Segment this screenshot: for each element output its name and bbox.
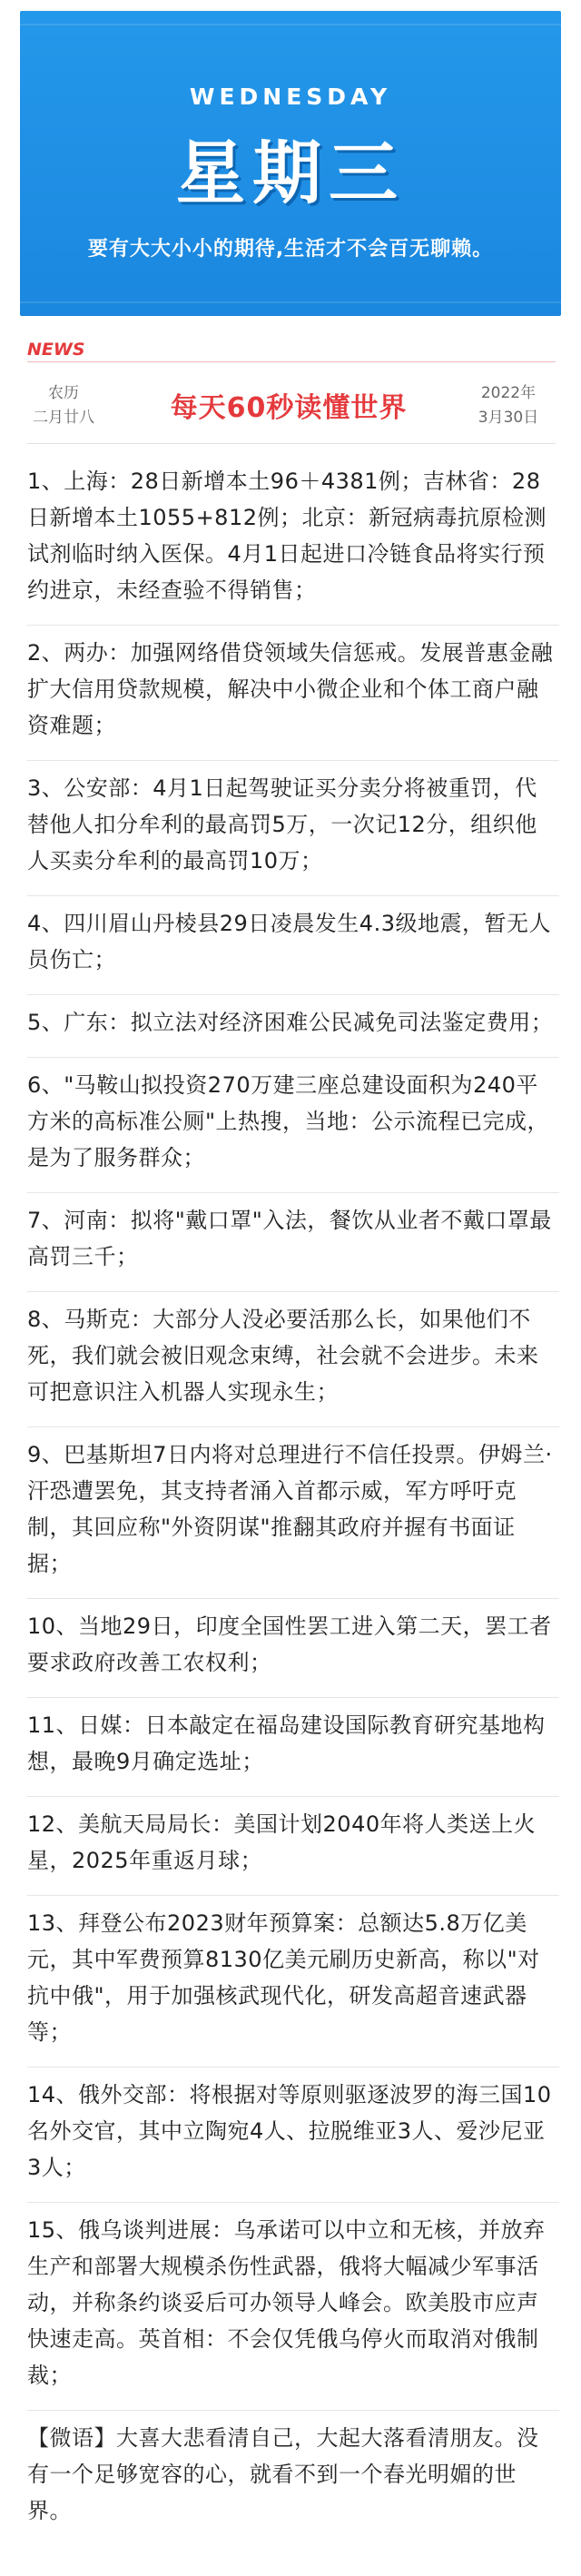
banner-slogan: 要有大大小小的期待,生活才不会百无聊赖。 [87, 238, 494, 261]
news-item: 3、公安部：4月1日起驾驶证买分卖分将被重罚，代替他人扣分牟利的最高罚5万，一次记12分，组织他人买卖分牟利的最高罚10万； [27, 761, 559, 896]
news-item: 8、马斯克：大部分人没必要活那么长，如果他们不死，我们就会被旧观念束缚，社会就不会进步。未来可把意识注入机器人实现永生； [27, 1292, 559, 1427]
news-item: 1、上海：28日新增本土96＋4381例；吉林省：28日新增本土1055+812例；北京：新冠病毒抗原检测试剂临时纳入医保。4月1日起进口冷链食品将实行预约进京，未经查验不得销售； [27, 454, 559, 626]
lunar-date-block [27, 381, 100, 430]
news-item: 15、俄乌谈判进展：乌承诺可以中立和无核，并放弃生产和部署大规模杀伤性武器，俄将大幅减少军事活动，并称条约谈妥后可办领导人峰会。欧美股市应声快速走高。英首相：不会仅凭俄乌停火而取消对俄制裁； [27, 2203, 559, 2411]
news-item: 2、两办：加强网络借贷领域失信惩戒。发展普惠金融扩大信用贷款规模，解决中小微企业和个体工商户融资难题； [27, 626, 559, 761]
daily-quote [27, 2411, 559, 2540]
date-day: 3月30日 [478, 409, 539, 427]
news-item: 4、四川眉山丹棱县29日凌晨发生4.3级地震，暂无人员伤亡； [27, 896, 559, 995]
news-item: 10、当地29日，印度全国性罢工进入第二天，罢工者要求政府改善工农权利； [27, 1599, 559, 1698]
weekday-chinese: 星期三 [176, 133, 405, 213]
quote-text: 大喜大悲看清自己，大起大落看清朋友。没有一个足够宽容的心，就看不到一个春光明媚的世界。 [27, 2425, 539, 2523]
lunar-label: 农历 [48, 384, 79, 402]
news-item: 6、"马鞍山拟投资270万建三座总建设面积为240平方米的高标准公厕"上热搜，当地：公示流程已完成，是为了服务群众； [27, 1058, 559, 1193]
date-year: 2022年 [480, 384, 537, 402]
lunar-date: 二月廿八 [33, 409, 94, 427]
banner-divider-bottom [20, 301, 561, 303]
news-divider [27, 361, 556, 362]
news-item: 12、美航天局局长：美国计划2040年将人类送上火星，2025年重返月球； [27, 1797, 559, 1896]
header-divider [27, 443, 556, 444]
page-title: 每天60秒读懂世界 [170, 392, 408, 424]
news-item: 5、广东：拟立法对经济困难公民减免司法鉴定费用； [27, 995, 559, 1058]
quote-tag: 【微语】 [27, 2425, 116, 2451]
news-item: 11、日媒：日本敲定在福岛建设国际教育研究基地构想，最晚9月确定选址； [27, 1698, 559, 1797]
banner-divider-top [20, 24, 561, 25]
gregorian-date-block [468, 381, 549, 430]
news-item: 9、巴基斯坦7日内将对总理进行不信任投票。伊姆兰·汗恐遭罢免，其支持者涌入首都示威，军方呼吁克制，其回应称"外资阴谋"推翻其政府并握有书面证据； [27, 1427, 559, 1599]
header-banner [20, 11, 561, 316]
news-tag: NEWS [27, 340, 85, 360]
weekday-english: WEDNESDAY [189, 84, 392, 110]
news-item: 13、拜登公布2023财年预算案：总额达5.8万亿美元，其中军费预算8130亿美元刷历史新高，称以"对抗中俄"，用于加强核武现代化，研发高超音速武器等； [27, 1896, 559, 2068]
news-item: 7、河南：拟将"戴口罩"入法，餐饮从业者不戴口罩最高罚三千； [27, 1193, 559, 1292]
news-item: 14、俄外交部：将根据对等原则驱逐波罗的海三国10名外交官，其中立陶宛4人、拉脱维亚3人、爱沙尼亚3人； [27, 2068, 559, 2203]
news-list [27, 454, 559, 2540]
